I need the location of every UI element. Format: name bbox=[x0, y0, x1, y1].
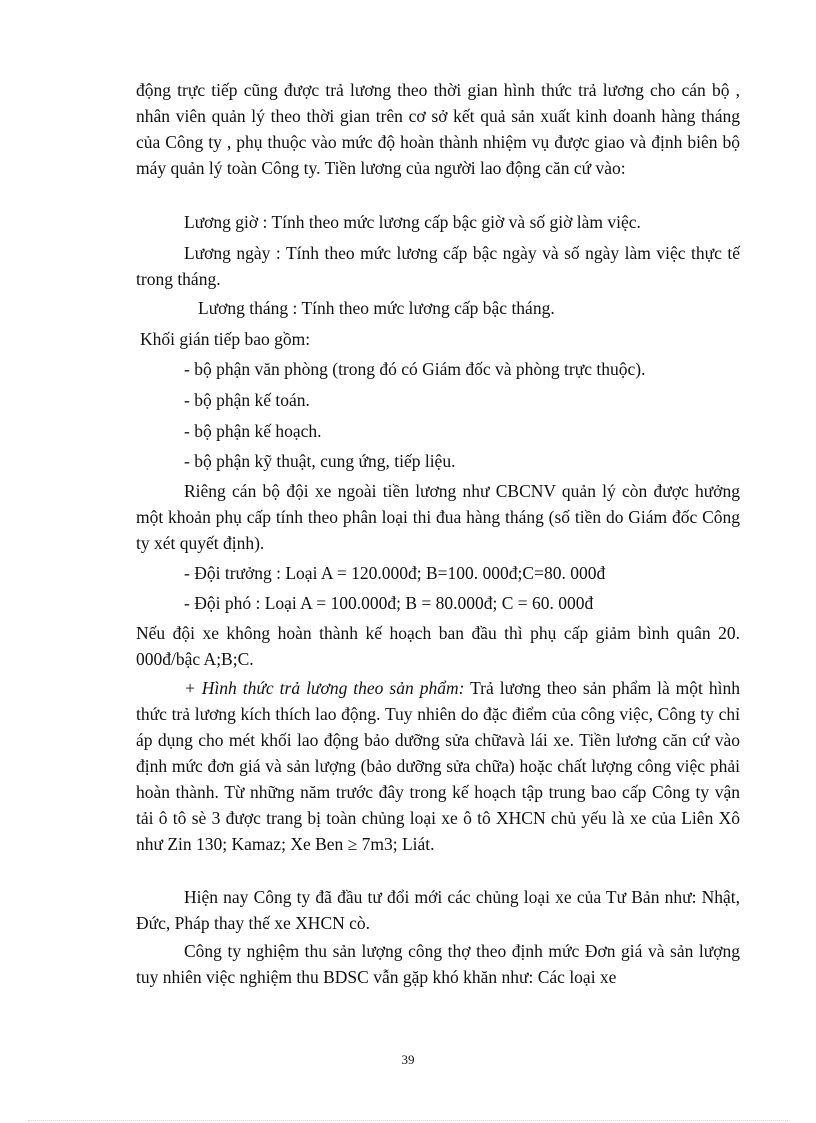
paragraph-indirect-block: Khối gián tiếp bao gồm: bbox=[140, 329, 311, 349]
paragraph-time-wage-intro: động trực tiếp cũng được trả lương theo thời gian hình thức trả lương cho cán bộ , nhân viên quản lý theo thời gian trên cơ sở kết quả sản xuất kinh doanh hàng tháng của Công ty , phụ thuộc vào mức độ hoàn thành nhiệm vụ được giao và định biên bộ máy quản lý toàn Công ty. Tiền lương của người lao động căn cứ vào: bbox=[136, 80, 740, 178]
list-item-team-leader: - Đội trưởng : Loại A = 120.000đ; B=100. 000đ;C=80. 000đ bbox=[184, 563, 606, 583]
list-item-planning: - bộ phận kế hoạch. bbox=[184, 421, 322, 441]
bottom-divider bbox=[28, 1120, 788, 1121]
list-item-accounting: - bộ phận kế toán. bbox=[184, 390, 310, 410]
list-item-technical: - bộ phận kỹ thuật, cung ứng, tiếp liệu. bbox=[184, 451, 456, 471]
list-item-deputy-leader: - Đội phó : Loại A = 100.000đ; B = 80.000đ; C = 60. 000đ bbox=[184, 593, 594, 613]
paragraph-fleet-allowance: Riêng cán bộ đội xe ngoài tiền lương như CBCNV quản lý còn được hưởng một khoản phụ cấp tính theo phân loại thi đua hàng tháng (số tiền do Giám đốc Công ty xét quyết định). bbox=[136, 481, 740, 553]
paragraph-new-vehicles: Hiện nay Công ty đã đầu tư đổi mới các chủng loại xe của Tư Bản như: Nhật, Đức, Pháp thay thế xe XHCN cò. bbox=[136, 887, 740, 933]
paragraph-daily-wage: Lương ngày : Tính theo mức lương cấp bậc ngày và số ngày làm việc thực tế trong tháng. bbox=[136, 243, 740, 289]
paragraph-hourly-wage: Lương giờ : Tính theo mức lương cấp bậc giờ và số giờ làm việc. bbox=[184, 212, 641, 232]
product-wage-text: Trả lương theo sản phẩm là một hình thức trả lương kích thích lao động. Tuy nhiên do đặc điểm của công việc, Công ty chỉ áp dụng cho mét khối lao động bảo dưỡng sửa chữavà lái xe. Tiền lương căn cứ vào định mức đơn giá và sản lượng (bảo dưỡng sửa chữa) hoặc chất lượng công việc phải hoàn thành. Từ những năm trước đây trong kế hoạch tập trung bao cấp Công ty vận tải ô tô sè 3 được trang bị toàn chủng loại xe ô tô XHCN chủ yếu là xe của Liên Xô như Zin 130; Kamaz; Xe Ben ≥ 7m3; Liát. bbox=[136, 678, 740, 854]
paragraph-acceptance: Công ty nghiệm thu sản lượng công thợ theo định mức Đơn giá và sản lượng tuy nhiên việc nghiệm thu BDSC vẫn gặp khó khăn như: Các loại xe bbox=[136, 941, 740, 987]
paragraph-product-wage bbox=[136, 675, 740, 857]
page-number: 39 bbox=[401, 1052, 415, 1067]
list-item-office: - bộ phận văn phòng (trong đó có Giám đốc và phòng trực thuộc). bbox=[184, 359, 646, 379]
italic-heading: + Hình thức trả lương theo sản phẩm: bbox=[184, 678, 465, 698]
paragraph-monthly-wage: Lương tháng : Tính theo mức lương cấp bậc tháng. bbox=[198, 298, 555, 318]
paragraph-allowance-reduction: Nếu đội xe không hoàn thành kế hoạch ban đầu thì phụ cấp giảm bình quân 20. 000đ/bậc A;B;C. bbox=[136, 623, 740, 669]
